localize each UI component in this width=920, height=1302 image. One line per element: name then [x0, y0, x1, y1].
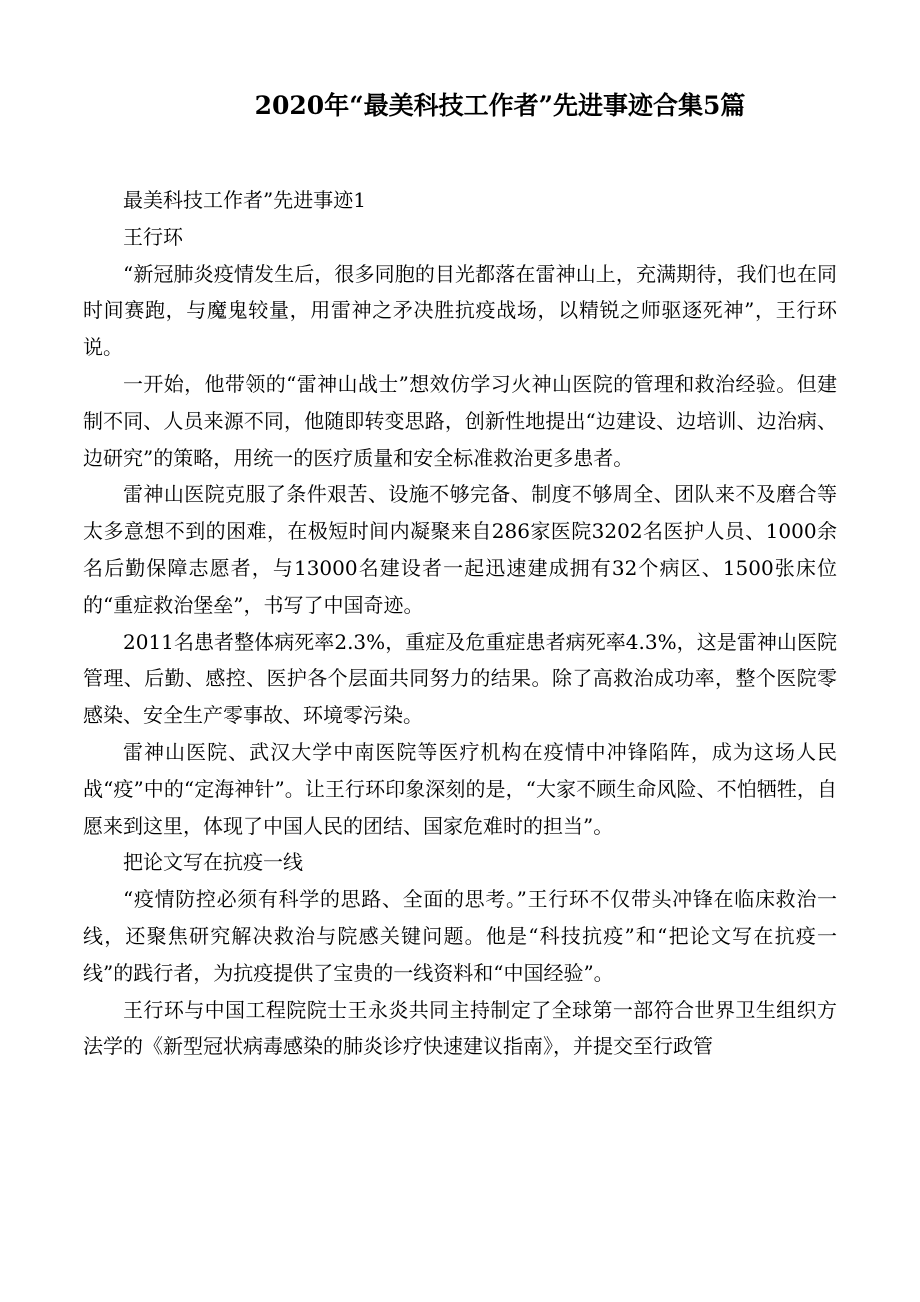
section-heading: 最美科技工作者”先进事迹1	[123, 188, 366, 212]
body-paragraph: 雷神山医院、武汉大学中南医院等医疗机构在疫情中冲锋陷阵，成为这场人民战“疫”中的“定海神针”。让王行环印象深刻的是，“大家不顾生命风险、不怕牺牲，自愿来到这里，体现了中国人民的团结、国家危难时的担当”。	[83, 739, 837, 838]
body-paragraph: “疫情防控必须有科学的思路、全面的思考。”王行环不仅带头冲锋在临床救治一线，还聚焦研究解决救治与院感关键问题。他是“科技抗疫”和“把论文写在抗疫一线”的践行者，为抗疫提供了宝贵的一线资料和“中国经验”。	[83, 887, 837, 985]
body-paragraph: 一开始，他带领的“雷神山战士”想效仿学习火神山医院的管理和救治经验。但建制不同、人员来源不同，他随即转变思路，创新性地提出“边建设、边培训、边治病、边研究”的策略，用统一的医疗质量和安全标准救治更多患者。	[83, 371, 837, 470]
body-paragraph: 雷神山医院克服了条件艰苦、设施不够完备、制度不够周全、团队来不及磨合等太多意想不到的困难，在极短时间内凝聚来自286家医院3202名医护人员、1000余名后勤保障志愿者，与13000名建设者一起迅速建成拥有32个病区、1500张床位的“重症救治堡垒”，书写了中国奇迹。	[83, 482, 837, 617]
document-body	[83, 182, 837, 1065]
document-title: 2020年“最美科技工作者”先进事迹合集5篇	[254, 91, 746, 120]
subheading: 把论文写在抗疫一线	[123, 850, 303, 875]
person-name: 王行环	[123, 224, 183, 249]
body-paragraph: “新冠肺炎疫情发生后，很多同胞的目光都落在雷神山上，充满期待，我们也在同时间赛跑，与魔鬼较量，用雷神之矛决胜抗疫战场，以精锐之师驱逐死神”，王行环说。	[83, 261, 837, 360]
body-paragraph: 王行环与中国工程院院士王永炎共同主持制定了全球第一部符合世界卫生组织方法学的《新型冠状病毒感染的肺炎诊疗快速建议指南》，并提交至行政管	[83, 997, 837, 1059]
body-paragraph: 2011名患者整体病死率2.3%，重症及危重症患者病死率4.3%，这是雷神山医院管理、后勤、感控、医护各个层面共同努力的结果。除了高救治成功率，整个医院零感染、安全生产零事故、环境零污染。	[83, 629, 837, 728]
